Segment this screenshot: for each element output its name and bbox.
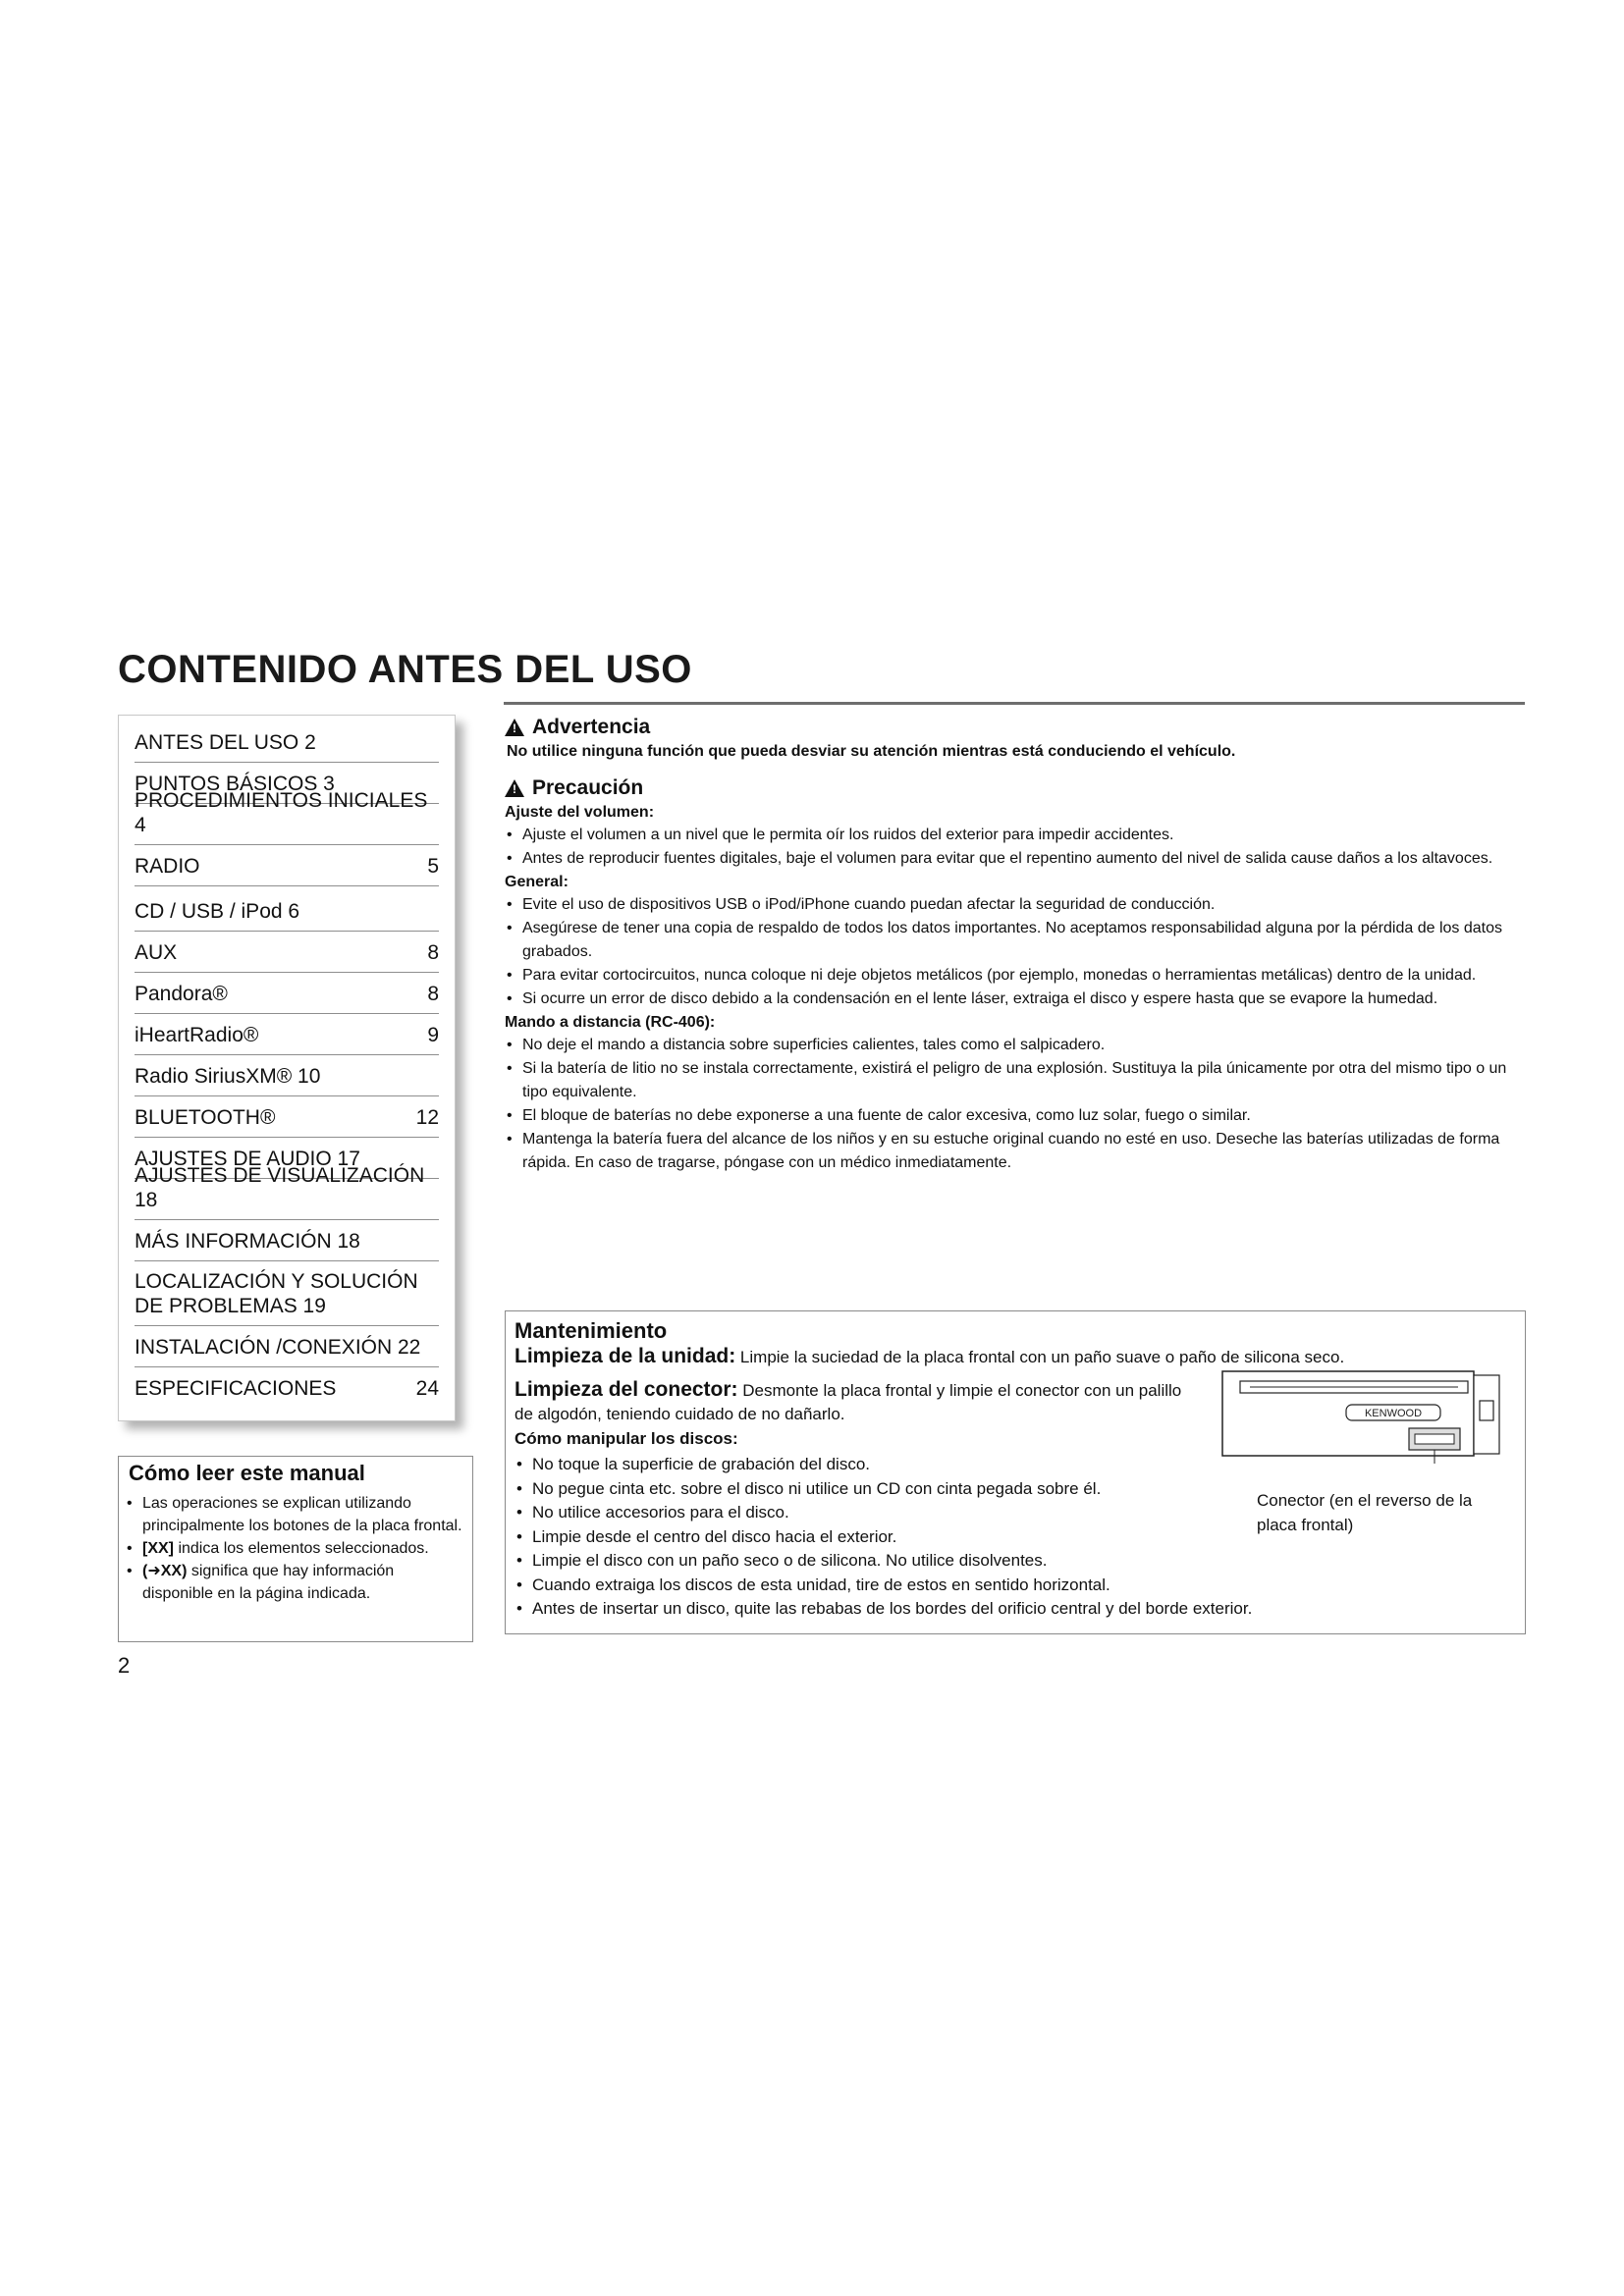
toc-item-label: ESPECIFICACIONES [135, 1377, 337, 1400]
list-item: • Para evitar cortocircuitos, nunca coloque ni deje objetos metálicos (por ejemplo, monedas o herramientas metálicas) dentro de la unidad. [505, 964, 1526, 988]
title-rule [504, 702, 1525, 705]
toc-item-label: MÁS INFORMACIÓN 18 [135, 1230, 360, 1253]
toc-item[interactable] [135, 1061, 439, 1096]
unit-cleaning-label: Limpieza de la unidad: [514, 1345, 736, 1367]
connector-cleaning [514, 1378, 1182, 1426]
toc-item-label: AJUSTES DE VISUALIZACIÓN 18 [135, 1164, 425, 1211]
list-item-text: Las operaciones se explican utilizando principalmente los botones de la placa frontal. [142, 1495, 462, 1534]
list-item: • No utilice accesorios para el disco. [514, 1501, 1280, 1525]
list-item: • Limpie desde el centro del disco hacia el exterior. [514, 1525, 1280, 1550]
toc-item[interactable] [135, 1226, 439, 1261]
toc-item-label: Pandora® [135, 983, 228, 1005]
toc-item-label: AJUSTES DE AUDIO 17 [135, 1148, 360, 1170]
toc-item[interactable] [135, 1164, 439, 1220]
toc-item[interactable] [135, 727, 439, 763]
list-item [125, 1492, 463, 1537]
toc-item-label: AUX [135, 941, 178, 964]
toc-item-label: LOCALIZACIÓN Y SOLUCIÓN DE PROBLEMAS 19 [135, 1270, 418, 1317]
warnings-section [505, 715, 1526, 1175]
faceplate-illustration [1211, 1365, 1505, 1466]
warning-text: No utilice ninguna función que pueda desviar su atención mientras está conduciendo el vehículo. [507, 743, 1236, 760]
list-item: • No pegue cinta etc. sobre el disco ni utilice un CD con cinta pegada sobre él. [514, 1477, 1280, 1502]
maintenance-title: Mantenimiento [514, 1318, 668, 1343]
remote-heading: Mando a distancia (RC-406): [505, 1014, 716, 1031]
how-to-read-box [118, 1456, 473, 1642]
caution-triangle-icon [505, 779, 524, 797]
toc-item-label: ANTES DEL USO 2 [135, 731, 316, 754]
toc-item[interactable] [135, 1373, 439, 1408]
list-item: • Evite el uso de dispositivos USB o iPod/iPhone cuando puedan afectar la seguridad de conducción. [505, 893, 1526, 917]
connector-caption: Conector (en el reverso de la placa frontal) [1257, 1491, 1473, 1534]
toc-item[interactable] [135, 937, 439, 973]
warning-triangle-icon [505, 719, 524, 736]
list-item [125, 1537, 463, 1560]
discs-list [514, 1453, 1280, 1622]
selected-item-marker: [XX] [142, 1540, 174, 1557]
remote-list [505, 1034, 1526, 1175]
unit-cleaning-text: Limpie la suciedad de la placa frontal con un paño suave o paño de silicona seco. [735, 1348, 1345, 1366]
list-item: • Si la batería de litio no se instala correctamente, existirá el peligro de una explosión. Sustituya la pila únicamente por otra del mismo tipo o un tipo equivalente. [505, 1057, 1526, 1104]
page-number: 2 [118, 1653, 131, 1678]
toc-item-page: 24 [415, 1377, 439, 1400]
toc-item-label: PUNTOS BÁSICOS 3 [135, 773, 335, 795]
list-item: • Si ocurre un error de disco debido a la condensación en el lente láser, extraiga el disco y espere hasta que se evapore la humedad. [505, 988, 1526, 1011]
list-item-text: indica los elementos seleccionados. [174, 1540, 429, 1557]
list-item [125, 1560, 463, 1605]
toc-item[interactable] [135, 896, 439, 932]
maintenance-box [505, 1310, 1526, 1634]
how-to-read-list [125, 1492, 463, 1605]
list-item: • Limpie el disco con un paño seco o de silicona. No utilice disolventes. [514, 1549, 1280, 1574]
list-item-text: significa que hay información disponible en la página indicada. [142, 1563, 395, 1602]
toc-item-label: BLUETOOTH® [135, 1106, 276, 1129]
toc-item[interactable] [135, 1332, 439, 1367]
caution-heading [505, 775, 1526, 801]
toc-item[interactable] [135, 1102, 439, 1138]
toc-item-label: PROCEDIMIENTOS INICIALES 4 [135, 789, 428, 836]
toc-item[interactable] [135, 851, 439, 886]
toc-item-page: 8 [427, 941, 439, 964]
list-item: • Antes de insertar un disco, quite las rebabas de los bordes del orificio central y del borde exterior. [514, 1597, 1280, 1622]
warning-heading [505, 715, 1526, 740]
toc-item-label: iHeartRadio® [135, 1024, 259, 1046]
toc-item-page: 8 [427, 983, 439, 1005]
toc-item-page: 12 [415, 1106, 439, 1129]
toc-item-label: INSTALACIÓN /CONEXIÓN 22 [135, 1336, 421, 1359]
caution-heading-label: Precaución [532, 776, 644, 799]
brand-logo: KENWOOD [1364, 1408, 1423, 1419]
toc-item-label: CD / USB / iPod 6 [135, 900, 300, 923]
toc-item-page: 9 [427, 1024, 439, 1046]
toc-item[interactable] [135, 1267, 439, 1326]
volume-heading: Ajuste del volumen: [505, 804, 655, 821]
list-item: • No toque la superficie de grabación del disco. [514, 1453, 1280, 1477]
volume-list [505, 824, 1526, 871]
connector-pins [1415, 1434, 1454, 1444]
page-title: CONTENIDO ANTES DEL USO [118, 648, 692, 691]
list-item: • No deje el mando a distancia sobre superficies calientes, tales como el salpicadero. [505, 1034, 1526, 1057]
discs-heading: Cómo manipular los discos: [514, 1429, 738, 1448]
connector-cleaning-label: Limpieza del conector: [514, 1378, 738, 1401]
list-item: • Asegúrese de tener una copia de respaldo de todos los datos importantes. No aceptamos responsabilidad alguna por la pérdida de los datos grabados. [505, 917, 1526, 964]
list-item: • Ajuste el volumen a un nivel que le permita oír los ruidos del exterior para impedir accidentes. [505, 824, 1526, 847]
connector-cleaning-text: Desmonte la placa frontal y limpie el conector con un palillo de algodón, teniendo cuidado de no dañarlo. [514, 1381, 1182, 1423]
side-button [1480, 1401, 1493, 1420]
toc-item-label: RADIO [135, 855, 200, 878]
toc-item[interactable] [135, 789, 439, 845]
how-to-read-title: Cómo leer este manual [129, 1461, 365, 1485]
table-of-contents [118, 715, 456, 1421]
warning-heading-label: Advertencia [532, 716, 651, 738]
toc-item-page: 5 [427, 855, 439, 878]
list-item: • Cuando extraiga los discos de esta unidad, tire de estos en sentido horizontal. [514, 1574, 1280, 1598]
list-item: • Mantenga la batería fuera del alcance de los niños y en su estuche original cuando no esté en uso. Deseche las baterías utilizadas de forma rápida. En caso de tragarse, póngase con un médico inmediatamente. [505, 1128, 1526, 1175]
toc-item-label: Radio SiriusXM® 10 [135, 1065, 321, 1088]
page-reference-marker: (➜XX) [142, 1563, 188, 1579]
list-item: • El bloque de baterías no debe exponerse a una fuente de calor excesiva, como luz solar, fuego o similar. [505, 1104, 1526, 1128]
toc-item[interactable] [135, 1020, 439, 1055]
general-heading: General: [505, 874, 568, 890]
list-item: • Antes de reproducir fuentes digitales, baje el volumen para evitar que el repentino aumento del nivel de salida cause daños a los altavoces. [505, 847, 1526, 871]
general-list [505, 893, 1526, 1011]
toc-item[interactable] [135, 979, 439, 1014]
